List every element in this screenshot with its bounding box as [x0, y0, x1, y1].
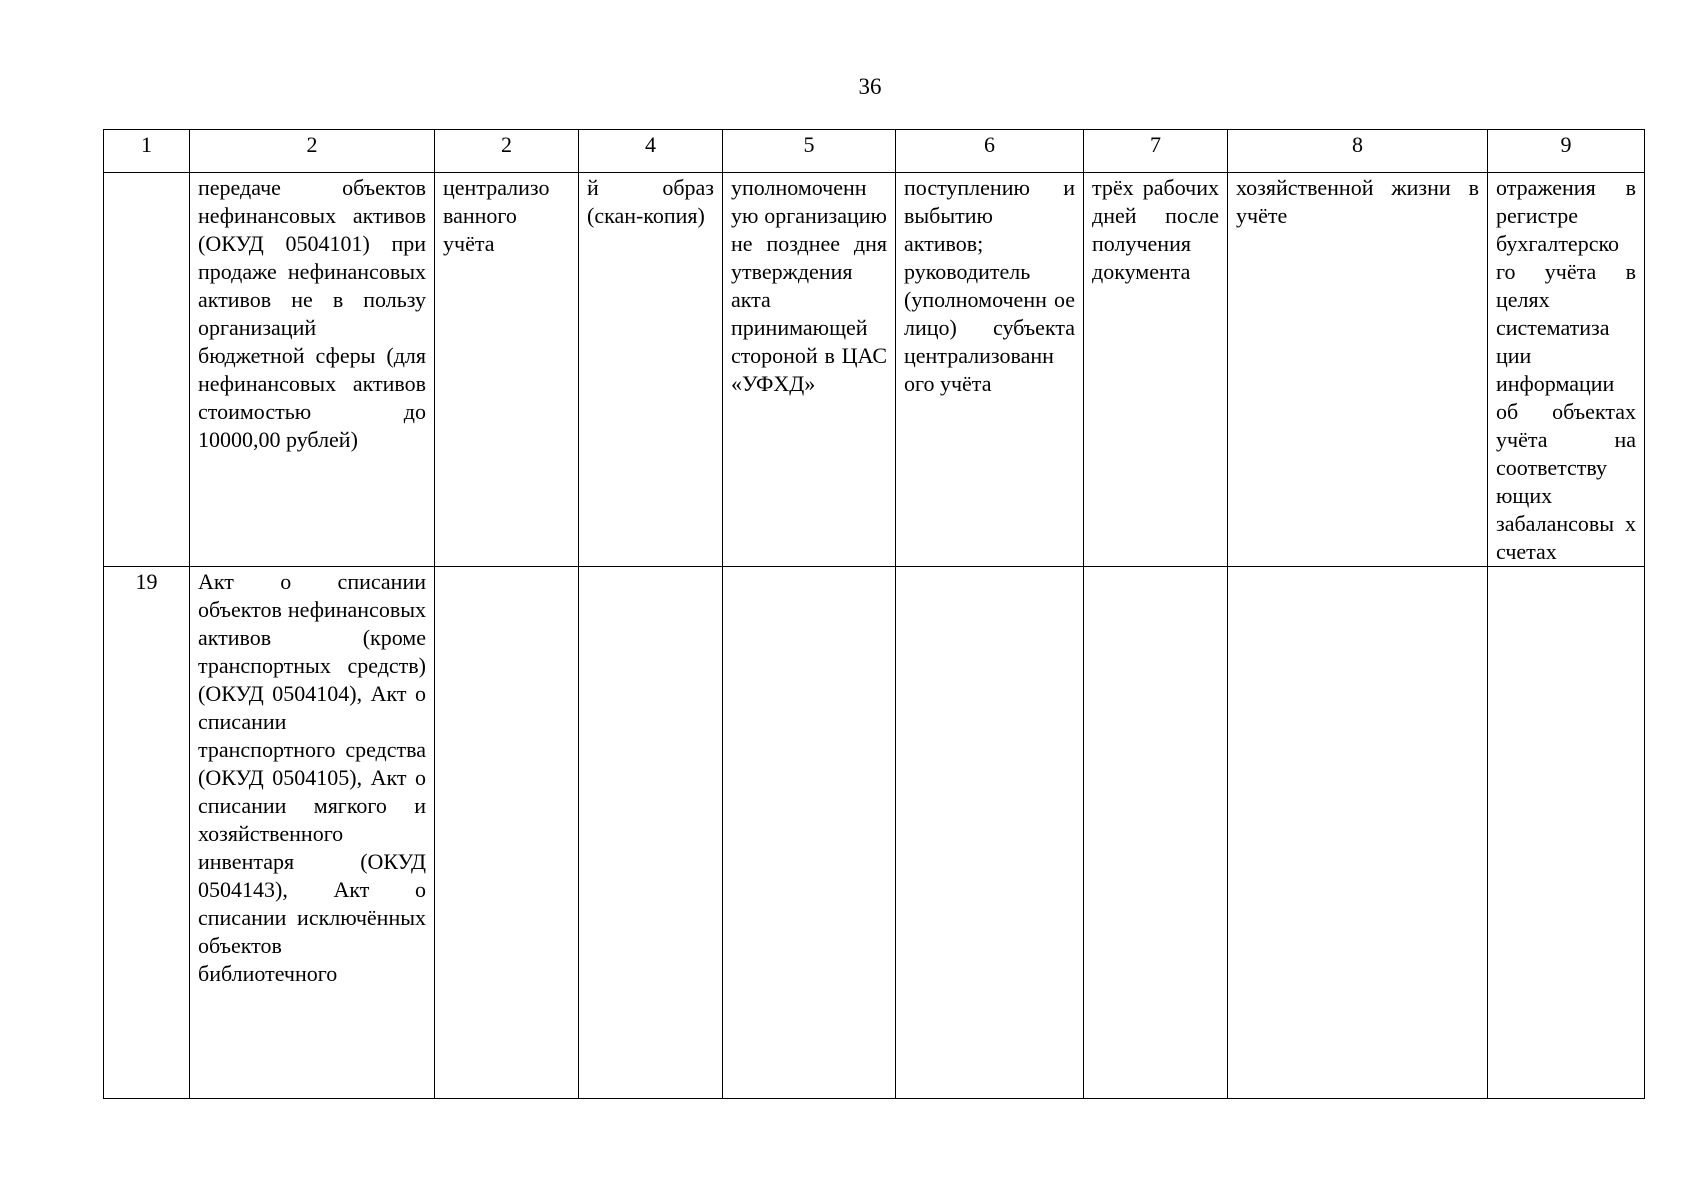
header-cell-col4: 4 [579, 130, 723, 173]
header-cell-col5: 5 [723, 130, 896, 173]
table-cell-col5 [723, 567, 896, 1099]
table-row [104, 567, 1645, 1099]
header-cell-col3: 2 [435, 130, 579, 173]
document-name-cell: Акт о списании объектов нефинансовых активов (кроме транспортных средств) (ОКУД 0504104), Акт о списании транспортного средства (ОКУД 0504105), Акт о списании мягкого и хозяйственного инвентаря (ОКУД 0504143), Акт о списании исключённых объектов библиотечного [190, 567, 435, 1099]
row-number-cell: 19 [104, 567, 190, 1099]
table-cell-col8 [1228, 567, 1488, 1099]
table-header-row [104, 130, 1645, 173]
table-cell-col6 [896, 567, 1084, 1099]
table-cell-col3 [435, 567, 579, 1099]
table-cell-col7 [1084, 567, 1228, 1099]
table-cell-col5: уполномоченн ую организацию не позднее дня утверждения акта принимающей стороной в ЦАС «УФХД» [723, 173, 896, 567]
header-cell-col8: 8 [1228, 130, 1488, 173]
table-cell-col4: й образ (скан-копия) [579, 173, 723, 567]
table-cell-col6: поступлению и выбытию активов; руководитель (уполномоченн ое лицо) субъекта централизованн ого учёта [896, 173, 1084, 567]
table-cell-col9 [1488, 567, 1645, 1099]
header-cell-col9: 9 [1488, 130, 1645, 173]
header-cell-col1: 1 [104, 130, 190, 173]
table-cell-col9: отражения в регистре бухгалтерско го учёта в целях систематиза ции информации об объектах учёта на соответству ющих забалансовы х счетах [1488, 173, 1645, 567]
header-cell-col6: 6 [896, 130, 1084, 173]
page-number: 36 [858, 74, 882, 99]
document-name-cell: передаче объектов нефинансовых активов (ОКУД 0504101) при продаже нефинансовых активов не в пользу организаций бюджетной сферы (для нефинансовых активов стоимостью до 10000,00 рублей) [190, 173, 435, 567]
table-cell-col8: хозяйственной жизни в учёте [1228, 173, 1488, 567]
document-table [103, 129, 1645, 1099]
row-number-cell [104, 173, 190, 567]
header-cell-col2: 2 [190, 130, 435, 173]
table-cell-col4 [579, 567, 723, 1099]
table-row [104, 173, 1645, 567]
table-cell-col3: централизо ванного учёта [435, 173, 579, 567]
table-cell-col7: трёх рабочих дней после получения документа [1084, 173, 1228, 567]
header-cell-col7: 7 [1084, 130, 1228, 173]
